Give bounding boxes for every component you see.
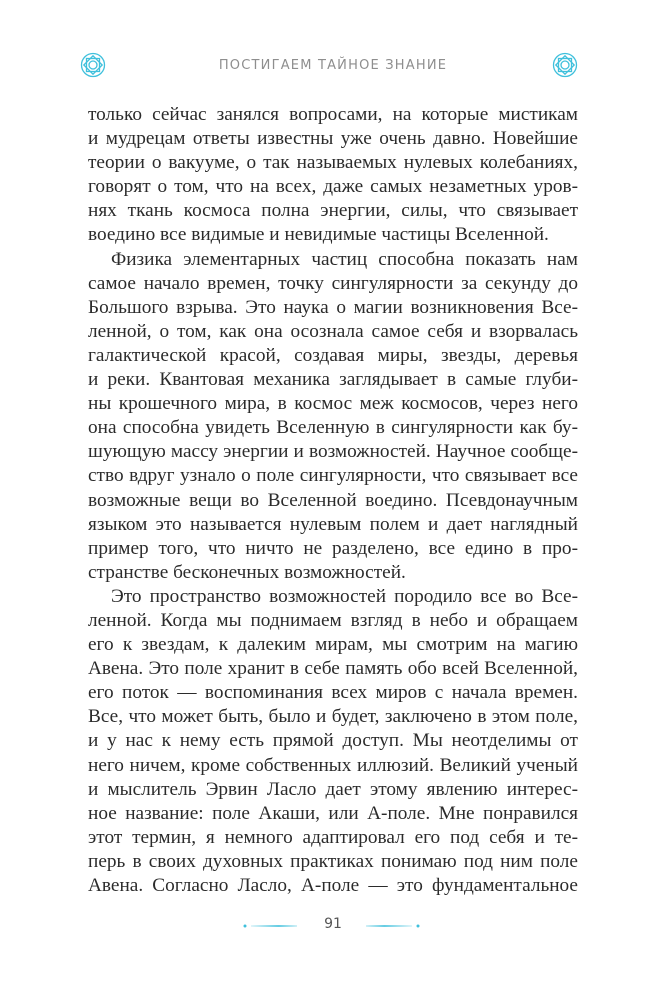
text-line: ство вдруг узнало о поле сингулярности, что связывает все xyxy=(88,465,578,487)
text-line: Это пространство возможностей породило все во Все- xyxy=(111,585,578,607)
body-text xyxy=(88,103,578,898)
text-line: Авена. Согласно Ласло, А-поле — это фундаментальное xyxy=(88,875,578,896)
text-line: и мыслитель Эрвин Ласло дает этому явлению интерес- xyxy=(88,778,578,800)
text-line: самое начало времен, точку сингулярности за секунду до xyxy=(88,272,578,294)
running-title: ПОСТИГАЕМ ТАЙНОЕ ЗНАНИЕ xyxy=(218,58,448,73)
text-line: Авена. Это поле хранит в себе память обо всей Вселенной, xyxy=(88,658,578,680)
text-line: его к звездам, к далеким мирам, мы смотрим на магию xyxy=(88,634,578,656)
text-line: воедино все видимые и невидимые частицы Вселенной. xyxy=(88,224,549,246)
mandala-icon xyxy=(552,52,578,78)
text-line: теории о вакууме, о так называемых нулевых колебаниях, xyxy=(88,152,578,174)
decorative-rule-right xyxy=(364,924,420,928)
text-line: ленной. Когда мы поднимаем взгляд в небо и обращаем xyxy=(88,609,578,631)
page-header xyxy=(0,52,666,82)
text-line: его поток — воспоминания всех миров с начала времен. xyxy=(88,682,578,704)
page-footer xyxy=(0,914,666,938)
text-line: и у нас к нему есть прямой доступ. Мы неотделимы от xyxy=(88,730,578,752)
text-line: него ничем, кроме собственных иллюзий. Великий ученый xyxy=(88,754,578,776)
text-line: пример того, что ничто не разделено, все едино в про- xyxy=(88,537,578,559)
text-line: она способна увидеть Вселенную в сингулярности как бу- xyxy=(88,417,578,439)
text-line: возможные вещи во Вселенной воедино. Псевдонаучным xyxy=(88,489,578,511)
text-line: и мудрецам ответы известны уже очень давно. Новейшие xyxy=(88,128,578,150)
text-line: только сейчас занялся вопросами, на которые мистикам xyxy=(88,104,578,125)
text-line: Большого взрыва. Это наука о магии возникновения Все- xyxy=(88,296,578,318)
text-line: ленной, о том, как она осознала самое себя и взорвалась xyxy=(88,320,578,342)
text-line: говорят о том, что на всех, даже самых незаметных уров- xyxy=(88,176,578,198)
text-line: перь в своих духовных практиках понимаю под ним поле xyxy=(88,850,578,872)
text-line: Физика элементарных частиц способна показать нам xyxy=(111,248,578,270)
text-line: ное название: поле Акаши, или А-поле. Мне понравился xyxy=(88,802,578,824)
page-number: 91 xyxy=(324,916,342,932)
text-line: и реки. Квантовая механика заглядывает в самые глуби- xyxy=(88,369,578,391)
text-line: языком это называется нулевым полем и дает наглядный xyxy=(88,513,578,535)
text-line: Все, что может быть, было и будет, заключено в этом поле, xyxy=(88,706,578,728)
text-line: ны крошечного мира, в космос меж космосов, через него xyxy=(88,393,578,415)
text-line: галактической красой, создавая миры, звезды, деревья xyxy=(88,344,578,366)
text-line: нях ткань космоса полна энергии, силы, что связывает xyxy=(88,200,578,222)
text-line: этот термин, я немного адаптировал его под себя и те- xyxy=(88,826,578,848)
text-line: странстве бесконечных возможностей. xyxy=(88,561,406,583)
text-line: шующую массу энергии и возможностей. Научное сообще- xyxy=(88,441,578,463)
